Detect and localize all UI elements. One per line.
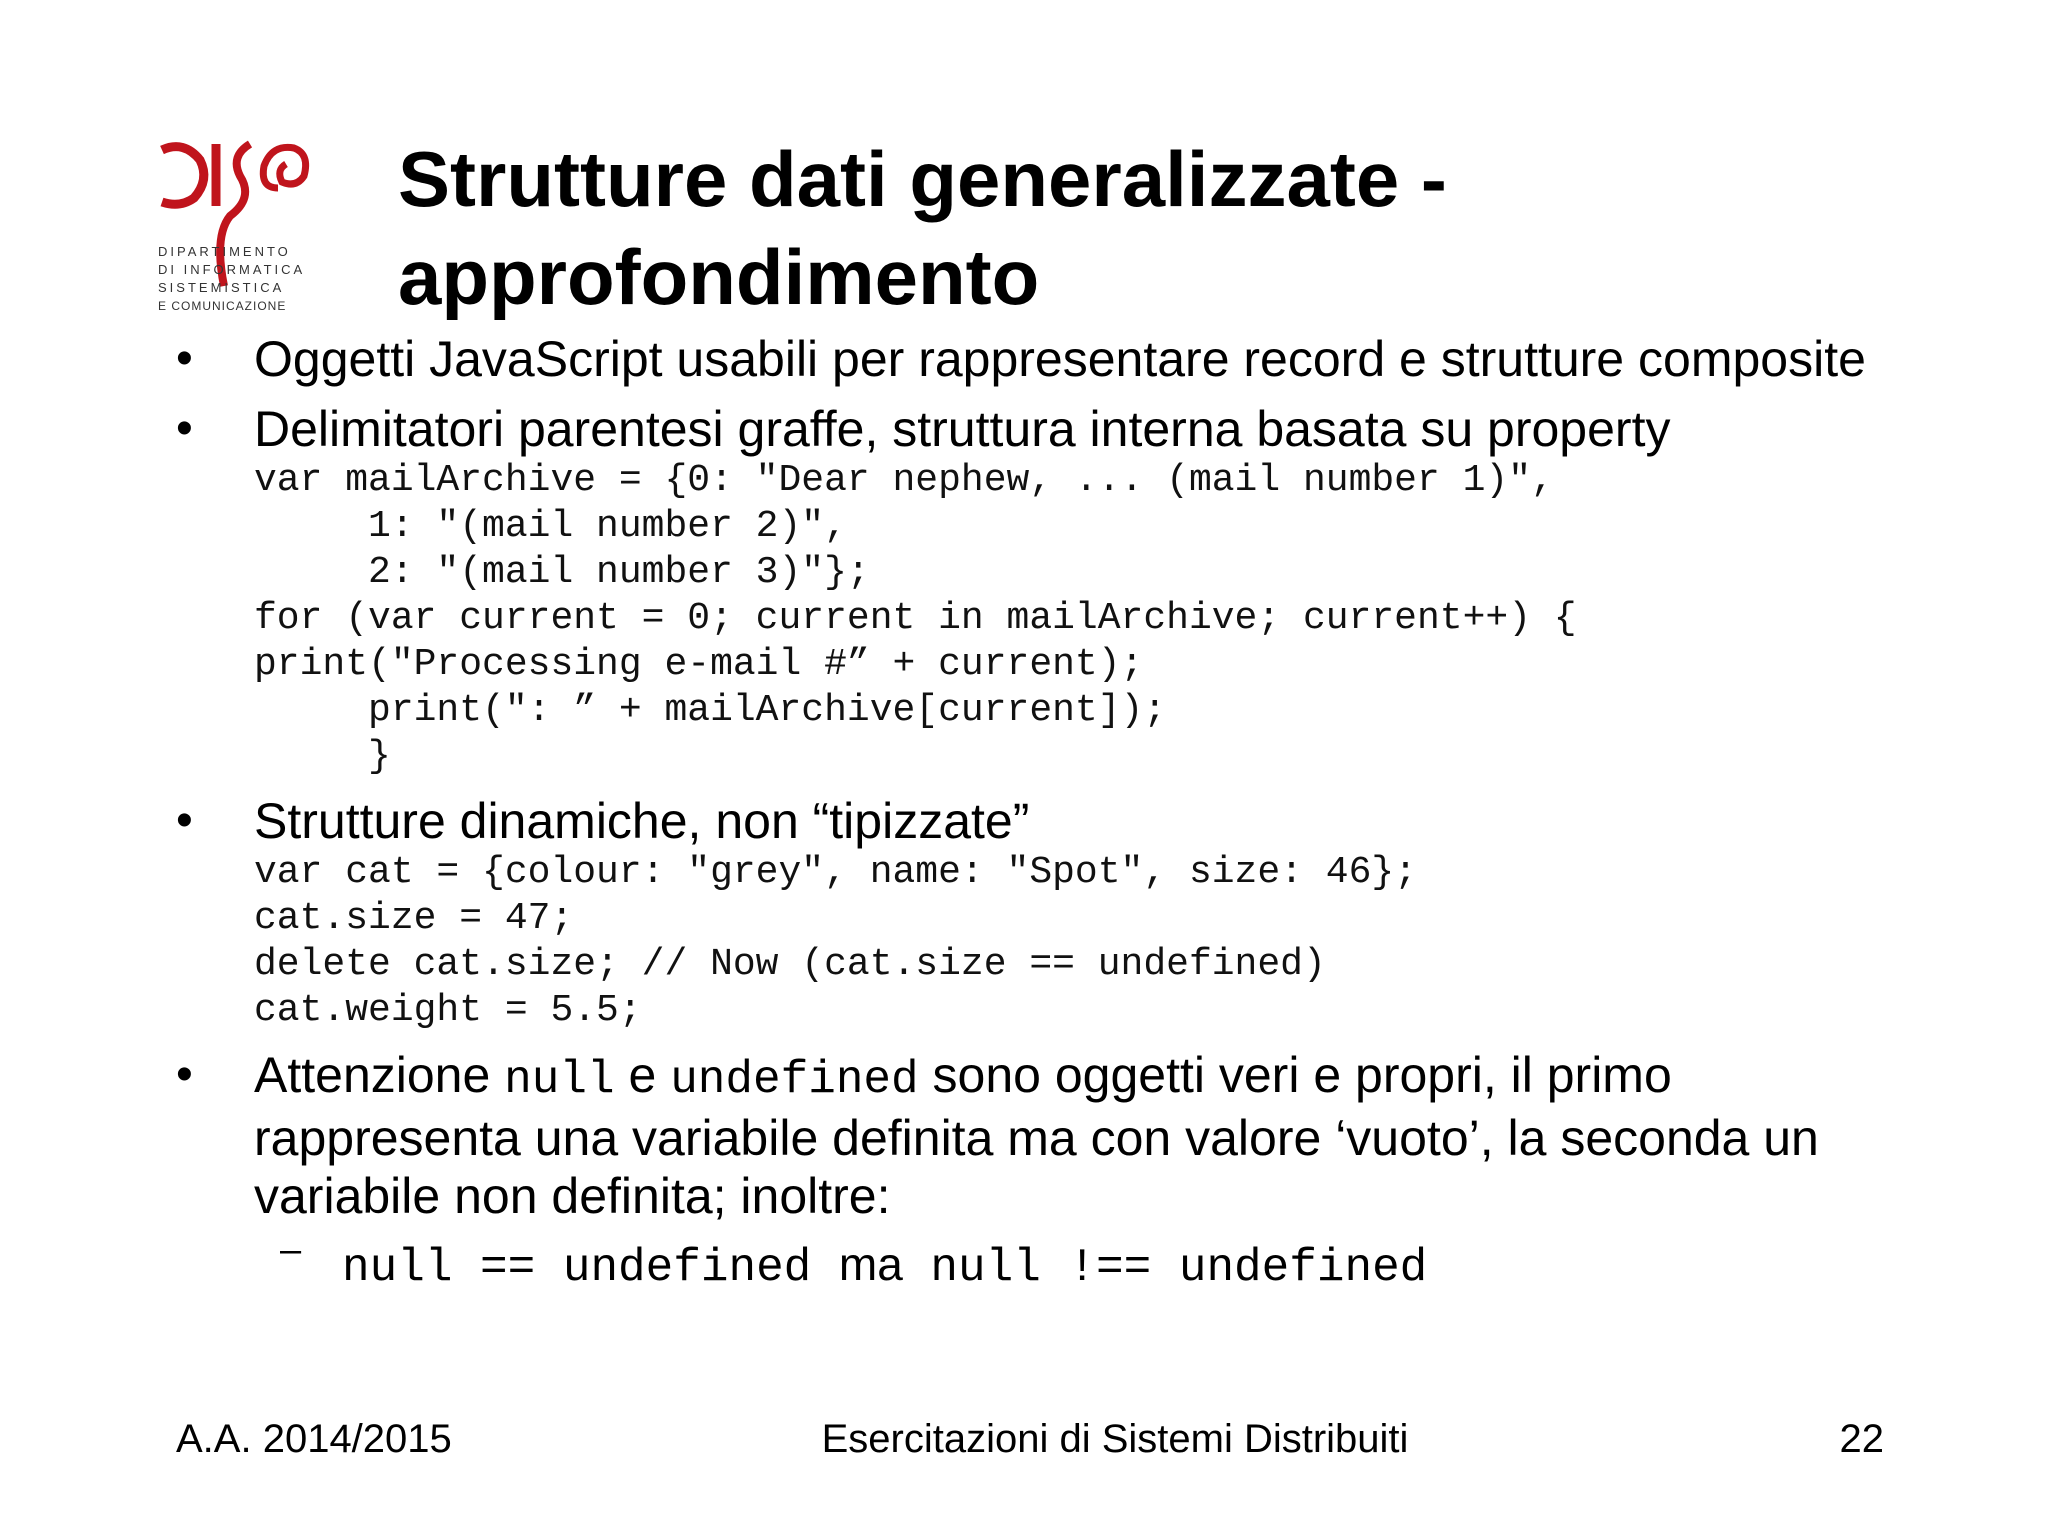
sub-bullet-dash: – bbox=[280, 1229, 302, 1271]
bullet-4 bbox=[176, 1046, 1896, 1225]
bullet-4-part-1: Attenzione bbox=[254, 1047, 505, 1103]
bullet-dot: • bbox=[176, 332, 193, 385]
bullet-3 bbox=[176, 792, 1896, 850]
bullet-1-text: Oggetti JavaScript usabili per rappresentare record e strutture composite bbox=[254, 331, 1866, 387]
bullet-4-part-2: e bbox=[614, 1047, 671, 1103]
code-block-mail-archive: var mailArchive = {0: "Dear nephew, ... (mail number 1)", 1: "(mail number 2)", 2: "(mail number 3)"}; for (var current = 0; current in mailArchive; current++) { print("Processing e-mail #” + current); print(": ” + mailArchive[current]); } bbox=[254, 459, 1577, 778]
sub-expr-2: null !== undefined bbox=[930, 1242, 1428, 1294]
sub-bullet-text bbox=[342, 1235, 1896, 1297]
bullet-1 bbox=[176, 330, 1896, 388]
disco-logo-mark bbox=[154, 136, 344, 318]
logo-text-4: E COMUNICAZIONE bbox=[158, 299, 287, 313]
bullet-dot: • bbox=[176, 1048, 193, 1101]
bullet-4-part-3: sono oggetti veri e propri, il primo rappresenta una variabile definita ma con valore ‘vuoto’, la seconda un variabile non definita; inoltre: bbox=[254, 1047, 1819, 1224]
logo-text-3: SISTEMISTICA bbox=[158, 280, 285, 295]
bullet-dot: • bbox=[176, 794, 193, 847]
footer-academic-year: A.A. 2014/2015 bbox=[176, 1417, 452, 1461]
bullet-dot: • bbox=[176, 402, 193, 455]
bullet-2 bbox=[176, 400, 1896, 458]
logo-text-2: DI INFORMATICA bbox=[158, 262, 306, 277]
sub-expr-1: null == undefined bbox=[342, 1242, 812, 1294]
footer-course-title: Esercitazioni di Sistemi Distribuiti bbox=[821, 1417, 1409, 1461]
inline-code-null: null bbox=[504, 1054, 615, 1106]
bullet-4-text bbox=[254, 1046, 1896, 1225]
code-block-cat: var cat = {colour: "grey", name: "Spot", size: 46}; cat.size = 47; delete cat.size; // Now (cat.size == undefined) cat.weight = 5.5; bbox=[254, 851, 1417, 1032]
bullet-2-text: Delimitatori parentesi graffe, struttura interna basata su property bbox=[254, 401, 1671, 457]
logo-text-1: DIPARTIMENTO bbox=[158, 244, 291, 259]
title-line-1: Strutture dati generalizzate - bbox=[398, 135, 1447, 223]
inline-code-undefined: undefined bbox=[670, 1054, 919, 1106]
sub-bullet bbox=[176, 1229, 1896, 1297]
slide-title bbox=[398, 130, 1898, 326]
footer-page-number: 22 bbox=[1839, 1417, 1884, 1461]
bullet-3-text: Strutture dinamiche, non “tipizzate” bbox=[254, 793, 1030, 849]
title-line-2: approfondimento bbox=[398, 233, 1040, 321]
sub-word-ma: ma bbox=[838, 1238, 903, 1290]
slide-body bbox=[176, 330, 1896, 1297]
disco-logo bbox=[154, 136, 344, 318]
